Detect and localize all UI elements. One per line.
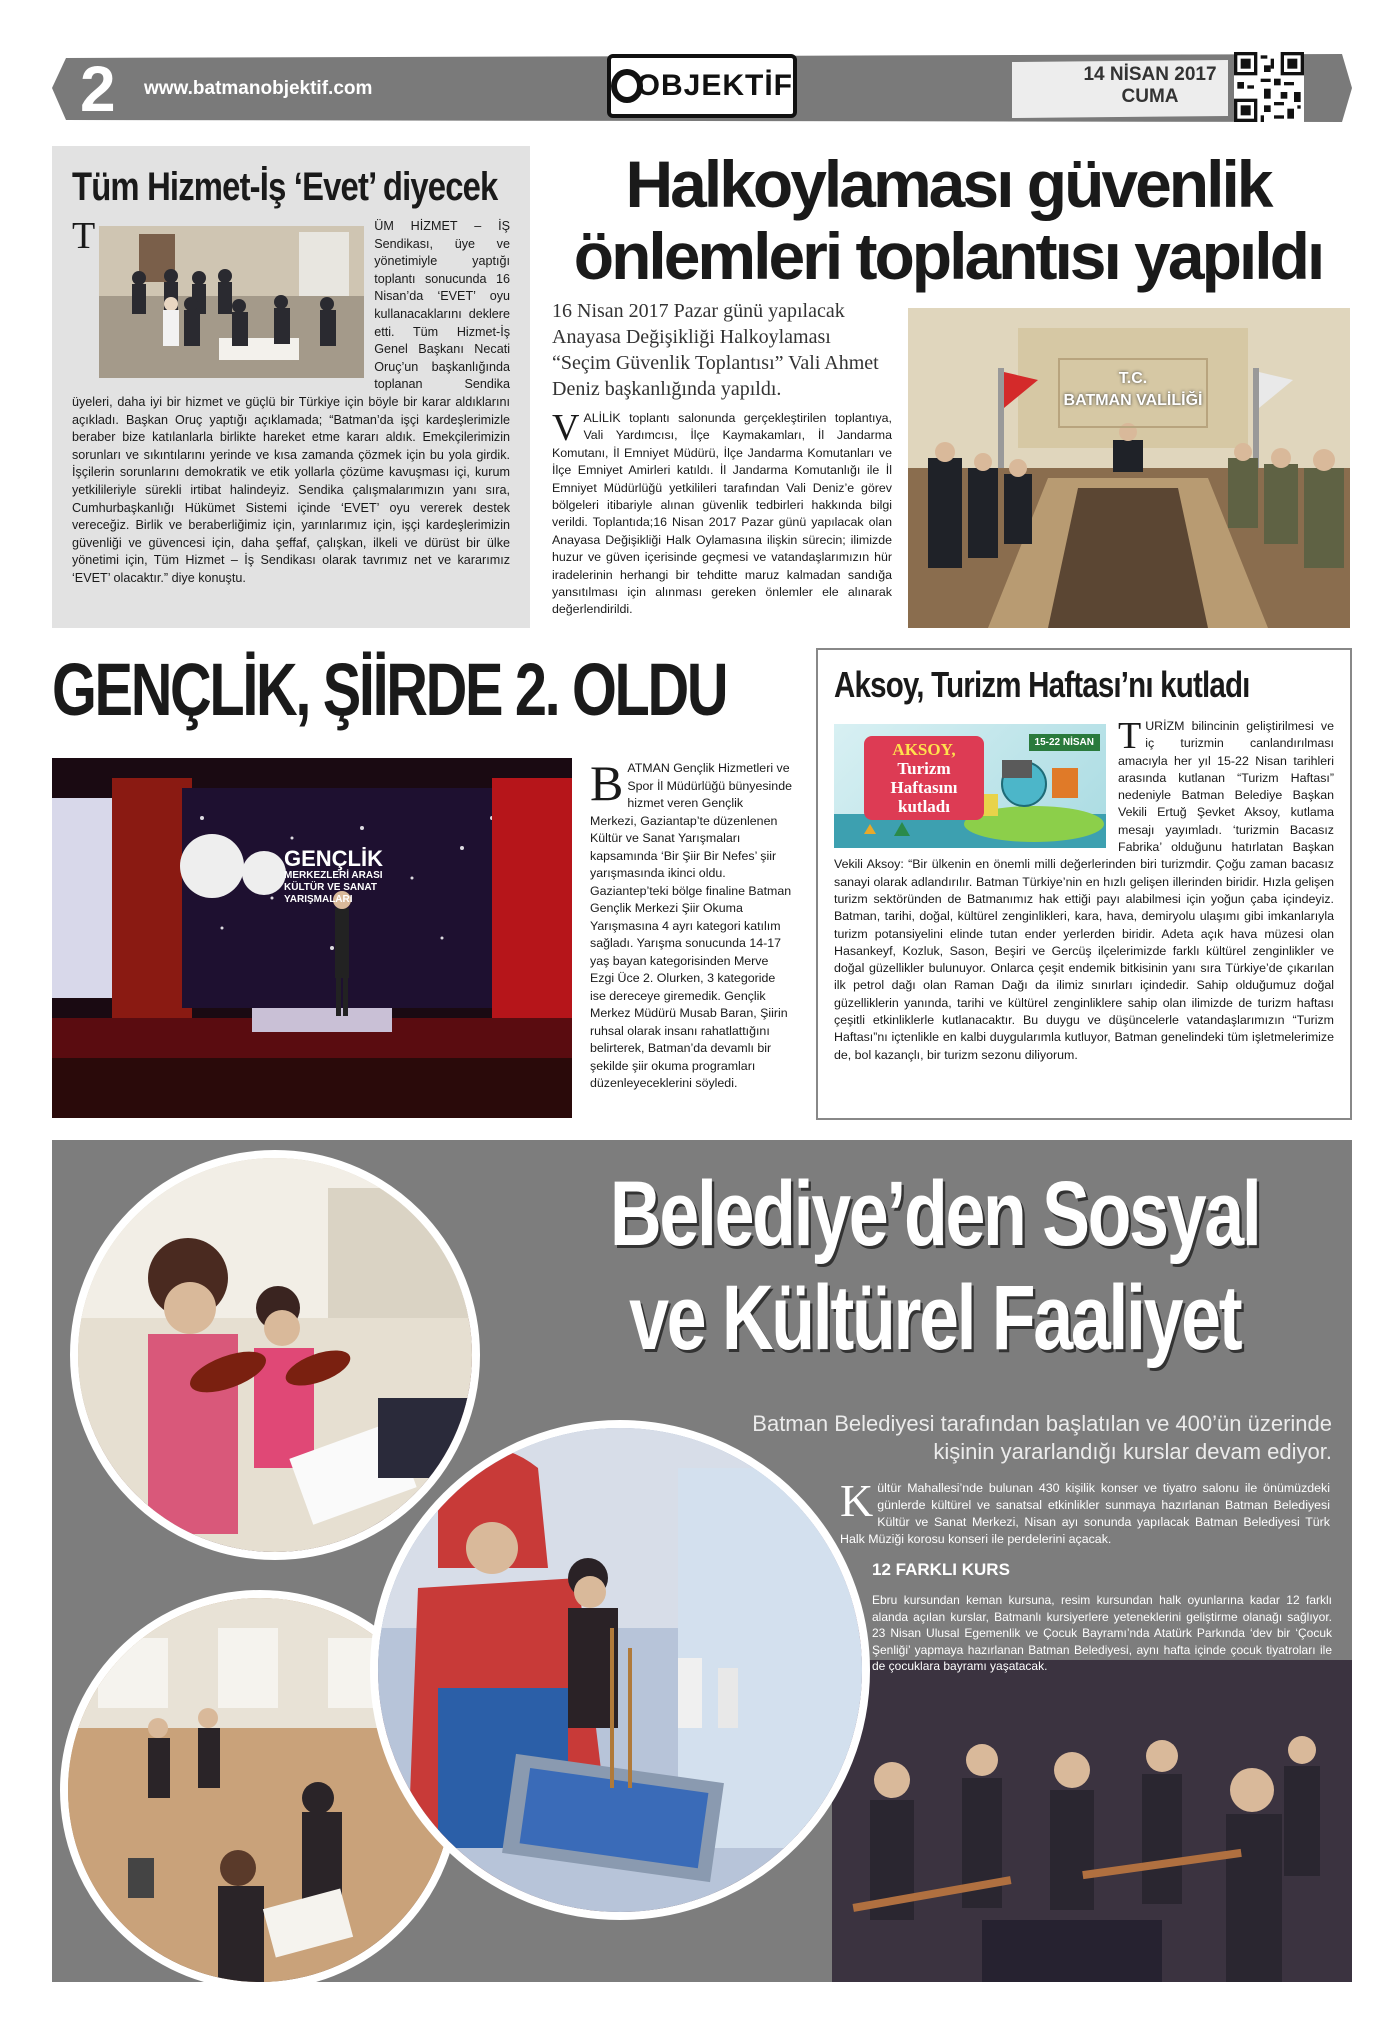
article-body <box>552 407 892 619</box>
violin-class-illustration <box>78 1158 472 1552</box>
music-class-photo <box>832 1660 1352 1982</box>
stage-banner <box>284 848 383 906</box>
meeting-photo-illustration <box>99 226 364 378</box>
drop-cap: K <box>840 1475 874 1526</box>
stage-banner-line: MERKEZLERİ ARASI <box>284 870 383 881</box>
headline-genclik: GENÇLİK, ŞİİRDE 2. OLDU <box>52 648 727 731</box>
feature-subheading: 12 FARKLI KURS <box>872 1560 1010 1579</box>
tourism-week-card <box>834 724 1106 848</box>
ebru-class-illustration <box>378 1428 862 1912</box>
governorship-meeting-photo <box>908 308 1350 628</box>
meeting-room-illustration <box>908 308 1350 628</box>
article-text: ÜM HİZMET – İŞ Sendikası, üye ve yönetimiyle yaptığı toplantı sonucunda 16 Nisan’da ‘EVET’ oyu kullanacaklarını deklere etti. Tüm Hizmet-İş Genel Başkanı Necati Oruç’un başkanlığında toplanan Sendika üyeleri, daha iyi bir hizmet ve güçlü bir Türkiye için böyle bir karar aldıklarını açıkladı. Başkan Oruç yaptığı açıklamada; “Batman’da işçi kardeşlerimizle beraber bize katılanlarla birlikte hareket etme kararı aldık. Emekçilerimizin sorunları ve sıkıntılarını yerinde ve kısa zamanda çözmek için bu yola girdik. İşçilerin sorunlarını demokratik ve etik yollarla çözüme kavuşması içi, kurum yetkilileriyle sürekli irtibat halindeyiz. Sendika çalışmalarımızın yanı sıra, Cumhurbaşkanlığı Hükümet Sistemi içinde ‘EVET’ oyu vererek destek vereceğiz. Birlik ve beraberliğimiz için, yarınlarımız için, işçi kardeşlerimizin güvenliği ve güvencesi için, daha şeffaf, çalışkan, ilkeli ve dürüst bir ülke yönetimi için, Tüm Hizmet – İş Sendikası olarak tavrımız net ve kararımız ‘EVET’ olacaktır.” diye konuştu. <box>72 219 510 585</box>
issue-day-line: CUMA <box>1121 86 1179 107</box>
issue-date-line: 14 NİSAN 2017 <box>1083 64 1217 85</box>
headline-line: Halkoylaması güvenlik <box>625 147 1271 221</box>
poetry-stage-photo <box>52 758 572 1118</box>
feature-headline-line: Belediye’den Sosyal <box>609 1163 1260 1265</box>
article-hizmet-is <box>52 146 530 628</box>
wall-sign <box>1058 358 1208 428</box>
wall-sign-line: T.C. <box>1118 370 1148 387</box>
article-text: ATMAN Gençlik Hizmetleri ve Spor İl Müdürlüğü bünyesinde hizmet veren Gençlik Merkezi, Gaziantap’te düzenlenen Kültür ve Sanat Yarışmaları kapsamında ‘Bir Şiir Bir Nefes’ şiir yarışmasında ikinci oldu. Gaziantep’teki bölge finaline Batman Gençlik Merkezi Şiir Okuma Yarışmasına 4 ayrı kategori katılım sağladı. Yarışma sonucunda 14-17 yaş bayan kategorisinden Merve Ezgi Üce 2. Olurken, 3 kategoride ise dereceye giremedik. Gençlik Merkez Müdürü Musab Baran, Şiirin ruhsal olarak insanı rahatlattığını belirterek, Batman’da devamlı bir şekilde şiir okuma programları düzenleyeceklerini söyledi. <box>590 761 792 1090</box>
drop-cap: V <box>552 407 580 449</box>
card-headline <box>864 736 984 820</box>
drop-cap: T <box>72 215 96 257</box>
article-lead: 16 Nisan 2017 Pazar günü yapılacak Anayasa Değişikliği Halkoylaması “Seçim Güvenlik Toplantısı” Vali Ahmet Deniz başkanlığında yapıldı. <box>552 300 879 400</box>
article-aksoy <box>816 648 1352 1120</box>
page-header <box>52 48 1352 128</box>
article-body <box>590 755 792 1093</box>
feature-body-2: Ebru kursundan keman kursuna, resim kursundan halk oyunlarına kadar 12 farklı alanda açılan kurslar, Batmanlı kursiyerlere yeteneklerini geliştirme olanağı sağlıyor. 23 Nisan Ulusal Egemenlik ve Çocuk Bayramı’nda Atatürk Parkında ‘dev bir ‘Çocuk Şenliği’ yapmaya hazırlanan Batman Belediyesi, aynı hafta içinde çocuk tiyatroları ile de çocuklara bayramı yaşatacak. <box>872 1593 1332 1673</box>
headline-line: önlemleri toplantısı yapıldı <box>573 219 1323 293</box>
page-number: 2 <box>80 53 116 125</box>
feature-body <box>840 1475 1330 1548</box>
newspaper-logo[interactable] <box>607 54 797 118</box>
article-text: URİZM bilincinin geliştirilmesi ve iç turizmin canlandırılması amacıyla her yıl 15-22 Nisan tarihleri arasında kutlanan “Turizm Haftası” nedeniyle Batman Belediye Başkan Vekili Ertuğ Şevket Aksoy, kutlama mesajı yayımladı. ‘turizmin Bacasız Fabrika’ olduğunu hatırlatan Başkan Vekili Aksoy: “Bir ülkenin en önemli milli değerlerinden biri turizmdir. Çoğu zaman bacasız sanayi olarak adlandırılır. Batman Türkiye’nin en hızlı gelişen illerinden biridir. Hızla gelişen turizm sektöründen de Batmanımız hak ettiği payı alabilmesi için yoğun çaba içindeyiz. Batman, tarihi, doğal, kültürel zenginlikleri, kara, hava, demiryolu ulaşımı gibi imkanlarıyla turizm potansiyelini elinde tutan ender yerlerden biridir. Adeta açık hava müzesi olan Hasankeyf, Kozluk, Sason, Beşiri ve Gercüş ilçelerimizde farklı kültürel zenginlikler ve doğal güzellikler bulunuyor. Onlarca çeşit endemik bitkisinin yanı sıra Türkiye’de çıkarılan ilk petrol dağı olan Raman Dağı da ilimiz sınırları içindedir. Sahip olduğumuz doğal güzelliklerin yanında, tarihi ve kültürel zenginliklere sahip olan ilimizde de turizm haftası çeşitli etkinliklerle kutlanacaktır. Bu duygu ve düşüncelerle vatandaşlarımızın “Turizm Haftası”nı içtenlikle en kalbi duygularımla kutluyor, Batman genelindeki tüm işletmelerimize de, bol kazançlı, bir turizm sezonu diliyorum. <box>834 719 1334 1062</box>
music-class-illustration <box>832 1660 1352 1982</box>
feature-headline-line: ve Kültürel Faaliyet <box>629 1267 1241 1369</box>
article-title: Aksoy, Turizm Haftası’nı kutladı <box>834 664 1250 705</box>
card-headline-line: kutladı <box>898 797 950 816</box>
article-body <box>834 715 1334 1064</box>
feature-text: ültür Mahallesi’nde bulunan 430 kişilik konser ve tiyatro salonu ile önümüzdeki günlerde kültürel ve sanatsal etkinlikler sunmaya hazırlanan Batman Belediyesi Kültür ve Sanat Merkezi, Nisan ayı sonunda yapılacak Batman Belediyesi Türk Halk Müziği korosu konseri ile perdelerini açacak. <box>840 1481 1330 1546</box>
feature-headline <box>599 1162 1270 1370</box>
logo-text: OBJEKTİF <box>636 69 793 102</box>
ebru-class-photo <box>370 1420 870 1920</box>
stage-banner-line: YARIŞMALARI <box>284 894 353 905</box>
card-headline-line: AKSOY, <box>892 740 956 759</box>
article-text: ALİLİK toplantı salonunda gerçekleştirilen toplantıya, Vali Yardımcısı, İlçe Kaymakamları, İl Jandarma Komutanı, İl Emniyet Müdürü, İlçe Jandarma Komutanları ve İlçe Emniyet Amirleri katıldı. İl Jandarma Komutanlığı ile İl Emniyet Müdürlüğü yetkilileri tarafından Vali Deniz’e görev bölgeleri itibariyle alınan güvenlik tedbirleri hakkında bilgi verildi. Toplantıda;16 Nisan 2017 Pazar günü yapılacak olan Anayasa Değişikliği Halk Oylamasına ilişkin sürecin; ilimizde huzur ve güven içerisinde geçmesi ve vatandaşlarımızın hür iradelerinin herhangi bir tehditte maruz kalmadan sandığa yansıtılması için alınması gereken önlemler ele alınarak değerlendirildi. <box>552 411 892 617</box>
site-url[interactable]: www.batmanobjektif.com <box>144 78 373 99</box>
stage-illustration <box>52 758 572 1118</box>
issue-date <box>1070 64 1230 108</box>
drop-cap: B <box>590 755 624 811</box>
article-body <box>72 215 510 587</box>
feature-lead: Batman Belediyesi tarafından başlatılan ve 400’ün üzerinde kişinin yararlandığı kurslar devam ediyor. <box>752 1411 1332 1464</box>
stage-banner-line: KÜLTÜR VE SANAT <box>284 882 377 893</box>
qr-code-icon[interactable] <box>1234 52 1304 122</box>
violin-class-photo <box>70 1150 480 1560</box>
article-photo <box>99 226 364 378</box>
stage-banner-line: GENÇLİK <box>284 846 383 871</box>
article-title: Tüm Hizmet-İş ‘Evet’ diyecek <box>72 165 498 209</box>
headline-guvenlik <box>548 148 1348 292</box>
card-date-badge: 15-22 NİSAN <box>1029 734 1100 751</box>
drop-cap: T <box>1118 715 1142 757</box>
wall-sign-line: BATMAN VALİLİĞİ <box>1063 392 1203 409</box>
feature-belediye <box>52 1140 1352 1982</box>
card-headline-line: Turizm Haftasını <box>890 759 958 797</box>
